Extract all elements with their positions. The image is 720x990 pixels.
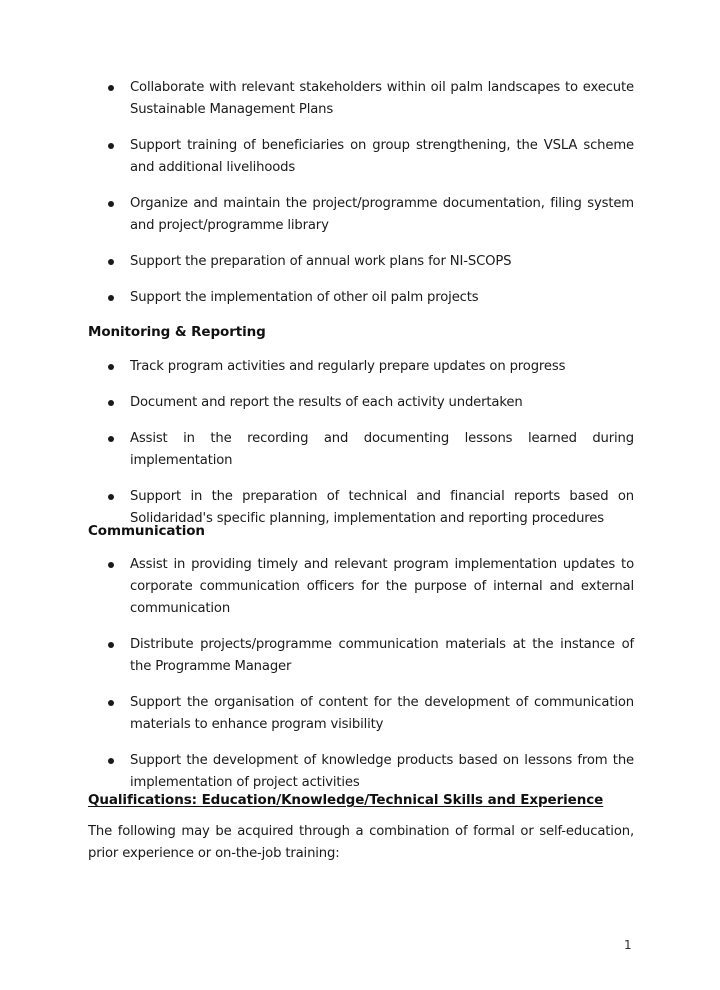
bullet-icon	[108, 295, 114, 301]
bullet-icon	[108, 364, 114, 370]
list-item	[108, 554, 634, 620]
list-item	[108, 251, 634, 273]
list-item	[108, 287, 634, 309]
bullet-icon	[108, 143, 114, 149]
bullet-icon	[108, 562, 114, 568]
list-item-text: Assist in providing timely and relevant program implementation updates to corporate communication officers for the purpose of internal and external communication	[130, 557, 634, 616]
bullet-icon	[108, 201, 114, 207]
bullet-icon	[108, 642, 114, 648]
list-item	[108, 77, 634, 121]
bullet-icon	[108, 758, 114, 764]
list-item	[108, 135, 634, 179]
qualifications-intro: The following may be acquired through a combination of formal or self-education, prior experience or on-the-job training:	[88, 824, 634, 861]
list-item-text: Organize and maintain the project/programme documentation, filing system and project/programme library	[130, 196, 634, 233]
section-heading-monitoring-reporting: Monitoring & Reporting	[88, 324, 266, 340]
list-item	[108, 392, 634, 414]
list-item-text: Support the implementation of other oil palm projects	[130, 290, 479, 305]
bullet-icon	[108, 700, 114, 706]
list-item	[108, 428, 634, 472]
list-item-text: Support the preparation of annual work plans for NI-SCOPS	[130, 254, 512, 269]
monitoring-reporting-list	[108, 356, 634, 530]
bullet-icon	[108, 400, 114, 406]
responsibilities-list	[108, 77, 634, 309]
list-item-text: Track program activities and regularly prepare updates on progress	[130, 359, 566, 374]
bullet-icon	[108, 259, 114, 265]
list-item-text: Assist in the recording and documenting lessons learned during implementation	[130, 431, 634, 468]
list-item	[108, 750, 634, 794]
list-item	[108, 193, 634, 237]
list-item	[108, 692, 634, 736]
bullet-icon	[108, 85, 114, 91]
bullet-icon	[108, 436, 114, 442]
page-number: 1	[624, 938, 632, 952]
list-item-text: Distribute projects/programme communication materials at the instance of the Programme Manager	[130, 637, 634, 674]
list-item	[108, 356, 634, 378]
list-item-text: Support the organisation of content for the development of communication materials to enhance program visibility	[130, 695, 634, 732]
list-item-text: Document and report the results of each activity undertaken	[130, 395, 523, 410]
list-item-text: Support the development of knowledge products based on lessons from the implementation of project activities	[130, 753, 634, 790]
list-item	[108, 634, 634, 678]
list-item-text: Support training of beneficiaries on group strengthening, the VSLA scheme and additional livelihoods	[130, 138, 634, 175]
communication-list	[108, 554, 634, 794]
section-heading-qualifications: Qualifications: Education/Knowledge/Technical Skills and Experience	[88, 792, 604, 808]
bullet-icon	[108, 494, 114, 500]
section-heading-communication: Communication	[88, 523, 205, 539]
list-item-text: Collaborate with relevant stakeholders within oil palm landscapes to execute Sustainable Management Plans	[130, 80, 634, 117]
list-item-text: Support in the preparation of technical and financial reports based on Solidaridad's specific planning, implementation and reporting procedures	[130, 489, 634, 526]
